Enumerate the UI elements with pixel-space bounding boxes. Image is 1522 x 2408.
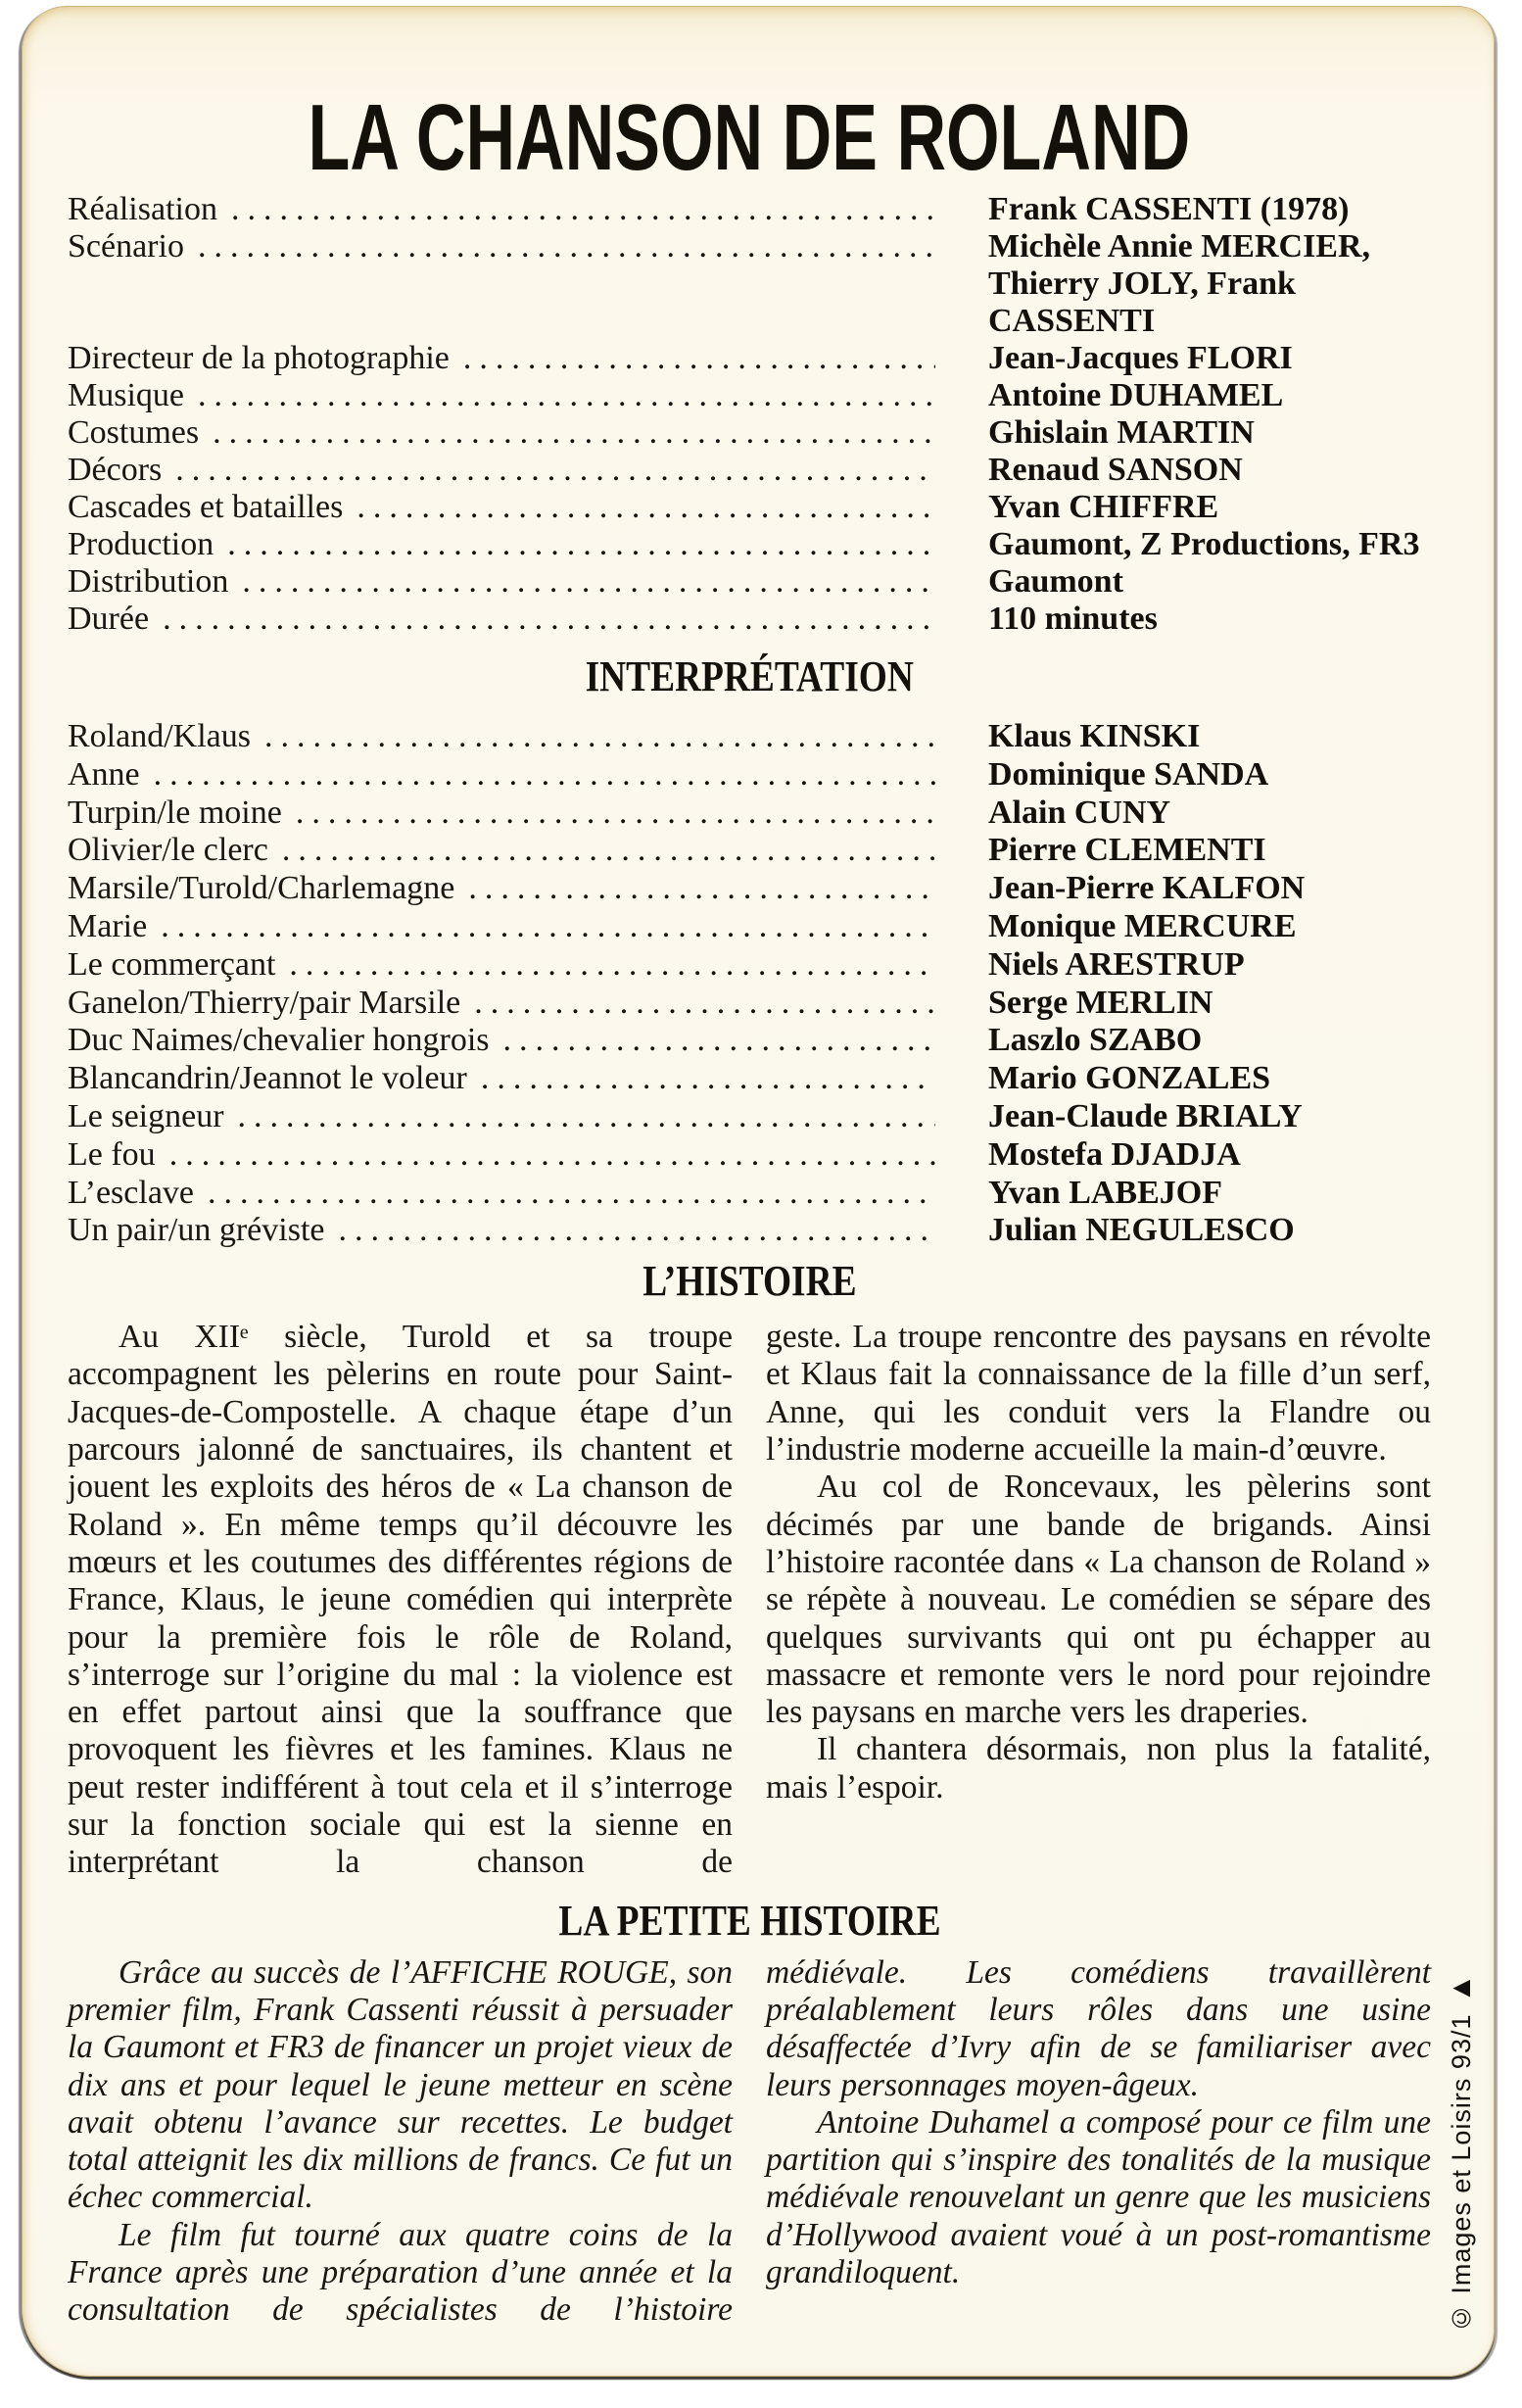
cast-actor: Klaus KINSKI bbox=[988, 718, 1201, 754]
cast-actor: Jean-Claude BRIALY bbox=[988, 1097, 1303, 1134]
film-card bbox=[22, 6, 1495, 2377]
cast-role: Anne bbox=[68, 755, 140, 793]
cast-row bbox=[68, 1060, 1431, 1098]
cast-actor: Serge MERLIN bbox=[988, 984, 1213, 1021]
cast-role: Blancandrin/Jeannot le voleur bbox=[68, 1060, 467, 1097]
credit-label: Décors bbox=[68, 452, 163, 488]
cast-role: Le fou bbox=[68, 1135, 156, 1173]
histoire-paragraph: Au col de Roncevaux, les pèlerins sont décimés par une bande de brigands. Ainsi l’histoire racontée dans « La chanson de Roland » se répète à nouveau. Le comédien se sépare des quelques survivants qui ont pu échapper au massacre et remonte vers le nord pour rejoindre les paysans en marche vers les draperies. bbox=[766, 1469, 1431, 1731]
credit-value: Gaumont, Z Productions, FR3 bbox=[988, 526, 1420, 562]
leader-dots bbox=[282, 832, 935, 870]
copyright-text: © Images et Loisirs 93/1 bbox=[1447, 2013, 1476, 2333]
cast-role: Roland/Klaus bbox=[68, 718, 251, 754]
credit-label: Cascades et batailles bbox=[68, 489, 344, 525]
leader-dots bbox=[208, 1175, 935, 1213]
credit-row bbox=[68, 414, 1431, 452]
leader-dots bbox=[242, 563, 935, 601]
histoire-column-right bbox=[766, 1319, 1431, 1881]
cast-actor: Niels ARESTRUP bbox=[988, 945, 1245, 983]
cast-actor: Monique MERCURE bbox=[988, 907, 1297, 944]
cast-actor: Mostefa DJADJA bbox=[988, 1135, 1241, 1173]
cast-row bbox=[68, 756, 1431, 795]
credit-value: Yvan CHIFFRE bbox=[988, 489, 1219, 525]
credit-row bbox=[68, 340, 1431, 377]
cast-role: Un pair/un gréviste bbox=[68, 1212, 325, 1249]
credit-row bbox=[68, 526, 1431, 563]
cast-role: Duc Naimes/chevalier hongrois bbox=[68, 1022, 490, 1059]
petite-histoire-column-left bbox=[68, 1954, 733, 2330]
credit-value: Gaumont bbox=[988, 563, 1123, 600]
credit-value: Frank CASSENTI (1978) bbox=[988, 191, 1350, 227]
leader-dots bbox=[503, 1022, 935, 1060]
cast-role: Ganelon/Thierry/pair Marsile bbox=[68, 984, 461, 1021]
credit-row bbox=[68, 452, 1431, 489]
cast-actor: Laszlo SZABO bbox=[988, 1022, 1203, 1059]
credit-label: Distribution bbox=[68, 563, 229, 600]
leader-dots bbox=[198, 377, 935, 414]
leader-dots bbox=[163, 601, 935, 638]
card-content bbox=[23, 85, 1494, 2330]
cast-role: L’esclave bbox=[68, 1174, 195, 1211]
cast-row bbox=[68, 870, 1431, 908]
cast-row bbox=[68, 1212, 1431, 1250]
cast-list bbox=[68, 718, 1431, 1250]
cast-row bbox=[68, 985, 1431, 1023]
histoire-paragraph: Au XIIᵉ siècle, Turold et sa troupe accompagnent les pèlerins en route pour Saint-Jacques-de-Compostelle. A chaque étape d’un parcours jalonné de sanctuaires, ils chantent et jouent les exploits des héros de « La chanson de Roland ». En même temps qu’il découvre les mœurs et les coutumes des différentes régions de France, Klaus, le jeune comédien qui interprète pour la première fois le rôle de Roland, s’interroge sur l’origine du mal : la violence est en effet partout ainsi que la souffrance que provoquent les fièvres et les famines. Klaus ne peut rester indifférent à tout cela et il s’interroge sur la fonction sociale qui est la sienne en interprétant la chanson de bbox=[68, 1319, 733, 1881]
leader-dots bbox=[169, 1136, 935, 1175]
cast-role: Marie bbox=[68, 907, 148, 944]
cast-actor: Alain CUNY bbox=[988, 794, 1171, 831]
leader-dots bbox=[227, 526, 935, 563]
cast-actor: Julian NEGULESCO bbox=[988, 1212, 1295, 1249]
credit-value: Jean-Jacques FLORI bbox=[988, 340, 1293, 376]
cast-row bbox=[68, 908, 1431, 946]
cast-actor: Jean-Pierre KALFON bbox=[988, 870, 1306, 907]
leader-dots bbox=[474, 985, 935, 1023]
cast-role: Marsile/Turold/Charlemagne bbox=[68, 870, 455, 907]
credit-label: Directeur de la photographie bbox=[68, 340, 450, 376]
credit-value: 110 minutes bbox=[988, 601, 1158, 637]
leader-dots bbox=[213, 414, 935, 452]
credit-row bbox=[68, 489, 1431, 526]
cast-row bbox=[68, 1136, 1431, 1175]
credit-label: Réalisation bbox=[68, 191, 217, 227]
credit-label: Scénario bbox=[68, 228, 184, 265]
credits-list bbox=[68, 191, 1431, 638]
credit-value: Ghislain MARTIN bbox=[988, 414, 1255, 451]
cast-role: Le seigneur bbox=[68, 1097, 224, 1134]
credit-row bbox=[68, 228, 1431, 340]
petite-histoire-column-right bbox=[766, 1954, 1431, 2330]
cast-actor: Pierre CLEMENTI bbox=[988, 832, 1266, 869]
credit-label: Costumes bbox=[68, 414, 200, 451]
leader-dots bbox=[357, 489, 935, 526]
cast-role: Olivier/le clerc bbox=[68, 832, 268, 869]
petite-histoire-paragraph: Le film fut tourné aux quatre coins de la France après une préparation d’une année et la consultation de spécialistes de l’histoire bbox=[68, 2216, 733, 2329]
petite-histoire-columns bbox=[68, 1954, 1431, 2330]
title-row bbox=[68, 85, 1431, 190]
cast-row bbox=[68, 1098, 1431, 1136]
credit-row bbox=[68, 563, 1431, 601]
credit-value: Renaud SANSON bbox=[988, 452, 1243, 488]
petite-histoire-paragraph: Antoine Duhamel a composé pour ce film une partition qui s’inspire des tonalités de la musique médiévale renouvelant un genre que les musiciens d’Hollywood avaient voué à un post-romantisme grandiloquent. bbox=[766, 2103, 1431, 2290]
leader-dots bbox=[468, 870, 935, 908]
petite-histoire-heading-text: LA PETITE HISTOIRE bbox=[557, 1896, 941, 1945]
cast-actor: Dominique SANDA bbox=[988, 755, 1269, 793]
leader-dots bbox=[481, 1060, 935, 1098]
histoire-columns bbox=[68, 1319, 1431, 1881]
leader-dots bbox=[154, 756, 935, 795]
cast-row bbox=[68, 718, 1431, 756]
histoire-paragraph: Il chantera désormais, non plus la fatalité, mais l’espoir. bbox=[766, 1731, 1431, 1806]
cast-actor: Mario GONZALES bbox=[988, 1060, 1271, 1097]
histoire-column-left bbox=[68, 1319, 733, 1881]
leader-dots bbox=[198, 228, 935, 265]
credit-value: Antoine DUHAMEL bbox=[988, 377, 1284, 413]
cast-row bbox=[68, 946, 1431, 985]
petite-histoire-paragraph: Grâce au succès de l’AFFICHE ROUGE, son premier film, Frank Cassenti réussit à persuader la Gaumont et FR3 de financer un projet vieux de dix ans et pour lequel le jeune metteur en scène avait obtenu l’avance sur recettes. Le budget total atteignit les dix millions de francs. Ce fut un échec commercial. bbox=[68, 1953, 733, 2216]
leader-dots bbox=[289, 946, 935, 985]
page-title: LA CHANSON DE ROLAND bbox=[308, 85, 1191, 190]
cast-row bbox=[68, 832, 1431, 870]
copyright-vertical bbox=[1445, 1972, 1478, 2333]
credit-row bbox=[68, 601, 1431, 638]
credit-label: Musique bbox=[68, 377, 184, 413]
credit-label: Production bbox=[68, 526, 214, 562]
leader-dots bbox=[264, 718, 935, 756]
leader-dots bbox=[175, 452, 935, 489]
histoire-heading-text: L’HISTOIRE bbox=[642, 1257, 857, 1306]
up-triangle-icon: ▲ bbox=[1445, 1971, 1478, 2004]
section-heading-interpretation bbox=[68, 653, 1431, 700]
leader-dots bbox=[161, 908, 935, 946]
cast-row bbox=[68, 795, 1431, 833]
leader-dots bbox=[231, 191, 935, 228]
section-heading-petite-histoire bbox=[68, 1898, 1431, 1945]
cast-actor: Yvan LABEJOF bbox=[988, 1174, 1222, 1211]
histoire-paragraph: geste. La troupe rencontre des paysans en révolte et Klaus fait la connaissance de la fille d’un serf, Anne, qui les conduit vers la Flandre ou l’industrie moderne accueille la main-d’œuvre. bbox=[766, 1319, 1431, 1469]
cast-row bbox=[68, 1175, 1431, 1213]
leader-dots bbox=[339, 1212, 936, 1250]
leader-dots bbox=[463, 340, 935, 377]
cast-role: Turpin/le moine bbox=[68, 794, 282, 831]
credit-label: Durée bbox=[68, 601, 150, 637]
petite-histoire-paragraph: médiévale. Les comédiens travaillèrent préalablement leurs rôles dans une usine désaffectée d’Ivry afin de se familiariser avec leurs personnages moyen-âgeux. bbox=[766, 1953, 1431, 2103]
section-heading-histoire bbox=[68, 1258, 1431, 1305]
credit-value: Michèle Annie MERCIER, Thierry JOLY, Frank CASSENTI bbox=[988, 228, 1371, 339]
leader-dots bbox=[296, 795, 935, 833]
credit-row bbox=[68, 191, 1431, 228]
leader-dots bbox=[238, 1098, 935, 1136]
interpretation-heading-text: INTERPRÉTATION bbox=[585, 652, 914, 700]
cast-role: Le commerçant bbox=[68, 945, 276, 983]
credit-row bbox=[68, 377, 1431, 414]
cast-row bbox=[68, 1022, 1431, 1060]
